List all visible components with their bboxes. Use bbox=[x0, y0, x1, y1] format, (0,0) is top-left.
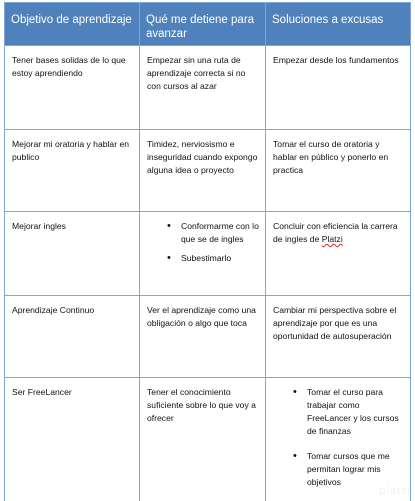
obstacle-cell bbox=[140, 296, 266, 378]
goal-text: Aprendizaje Continuo bbox=[12, 305, 95, 315]
table-row bbox=[5, 130, 411, 212]
obstacle-text: Timidez, nerviosismo e inseguridad cuando expongo alguna idea o proyecto bbox=[147, 139, 258, 175]
solution-cell bbox=[266, 296, 411, 378]
obstacle-list bbox=[147, 220, 259, 265]
obstacle-text: Empezar sin una ruta de aprendizaje correcta si no con cursos al azar bbox=[147, 55, 246, 91]
solution-cell bbox=[266, 378, 411, 501]
goal-text: Mejorar ingles bbox=[12, 221, 66, 231]
header-solution: Soluciones a excusas bbox=[266, 3, 411, 46]
obstacle-cell bbox=[140, 46, 266, 130]
solution-text: Empezar desde los fundamentos bbox=[273, 55, 399, 65]
obstacle-text: Ver el aprendizaje como una obligación o algo que toca bbox=[147, 305, 256, 328]
goal-cell bbox=[5, 378, 140, 501]
solution-list bbox=[273, 386, 404, 489]
table-row bbox=[5, 296, 411, 378]
obstacle-text: Tener el conocimiento suficiente sobre lo que voy a ofrecer bbox=[147, 387, 256, 423]
list-item: • Tomar el curso para trabajar como FreeLancer y los cursos de finanzas bbox=[307, 386, 402, 438]
obstacle-cell bbox=[140, 130, 266, 212]
obstacle-cell bbox=[140, 212, 266, 296]
solution-text: Tomar el curso de oratoria y hablar en público y ponerlo en practica bbox=[273, 139, 389, 175]
obstacle-cell bbox=[140, 378, 266, 501]
header-goal: Objetivo de aprendizaje bbox=[5, 3, 140, 46]
solution-cell bbox=[266, 46, 411, 130]
list-item: • Conformarme con lo que se de ingles bbox=[181, 220, 259, 246]
solution-cell bbox=[266, 130, 411, 212]
misspelled-word: Platzi bbox=[321, 234, 343, 244]
goal-text: Tener bases solidas de lo que estoy aprendiendo bbox=[12, 55, 126, 78]
document-page bbox=[4, 2, 410, 499]
platzi-watermark: platzi bbox=[379, 485, 411, 497]
learning-goals-table bbox=[4, 2, 411, 501]
table-header-row bbox=[5, 3, 411, 46]
solution-text-main: Concluir con eficiencia la carrera de ingles de bbox=[273, 221, 398, 244]
table-row bbox=[5, 46, 411, 130]
header-obstacle: Qué me detiene para avanzar bbox=[140, 3, 266, 46]
goal-text: Ser FreeLancer bbox=[12, 387, 72, 397]
solution-text: Cambiar mi perspectiva sobre el aprendizaje por que es una oportunidad de autosuperación bbox=[273, 305, 397, 341]
solution-text bbox=[273, 220, 404, 246]
table-row bbox=[5, 378, 411, 501]
goal-cell bbox=[5, 130, 140, 212]
goal-text: Mejorar mi oratoria y hablar en publico bbox=[12, 139, 130, 162]
list-item: • Subestimarlo bbox=[181, 252, 259, 265]
goal-cell bbox=[5, 46, 140, 130]
goal-cell bbox=[5, 212, 140, 296]
table-row bbox=[5, 212, 411, 296]
solution-cell bbox=[266, 212, 411, 296]
list-item: • Tomar cursos que me permitan lograr mis objetivos bbox=[307, 450, 402, 489]
goal-cell bbox=[5, 296, 140, 378]
